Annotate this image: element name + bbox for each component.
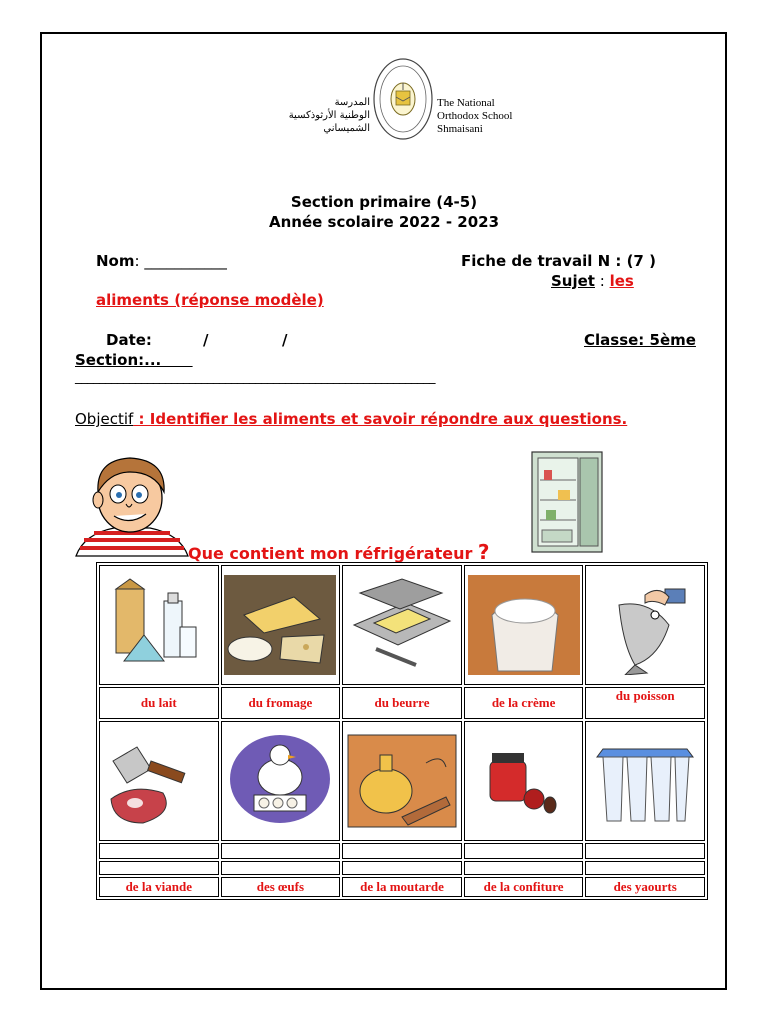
fridge-illustration	[528, 450, 606, 556]
food-label-butter: du beurre	[342, 687, 462, 719]
worksheet-number: Fiche de travail N : (7 )	[461, 252, 656, 270]
food-image-cell	[464, 721, 584, 841]
blank-cell	[585, 861, 705, 875]
school-name-en-line2: Orthodox School	[437, 110, 513, 122]
jam-icon	[468, 733, 580, 829]
food-label-cheese: du fromage	[221, 687, 341, 719]
food-image-row-2	[99, 721, 705, 841]
nom-blank: : ___________	[134, 252, 227, 270]
food-image-cell	[342, 565, 462, 685]
objective-label: Objectif	[75, 410, 134, 428]
school-name-ar-line3: الشميساني	[323, 123, 370, 134]
food-image-cell	[464, 565, 584, 685]
cream-icon	[468, 575, 580, 675]
blank-cell	[464, 843, 584, 859]
food-label-cream: de la crème	[464, 687, 584, 719]
question-mark: ?	[477, 540, 490, 564]
blank-cell	[221, 861, 341, 875]
eggs-icon	[224, 733, 336, 829]
food-table	[96, 562, 708, 900]
date-slash-1: /	[203, 331, 209, 349]
school-name-english	[437, 97, 512, 136]
school-name-ar-line2: الوطنية الأرثوذكسية	[288, 110, 370, 121]
food-label-row-2	[99, 877, 705, 897]
subject-value-part2: aliments (réponse modèle)	[96, 291, 324, 309]
objective-text: : Identifier les aliments et savoir répondre aux questions.	[133, 410, 628, 428]
food-image-cell	[342, 721, 462, 841]
subject-separator: :	[594, 272, 610, 290]
boy-illustration	[74, 452, 190, 558]
food-image-row-1	[99, 565, 705, 685]
food-image-cell	[99, 565, 219, 685]
yogurt-icon	[589, 733, 701, 829]
blank-row-2	[99, 861, 705, 875]
school-name-en-line3: Shmaisani	[437, 123, 483, 135]
objective-line	[75, 410, 627, 428]
cheese-icon	[224, 575, 336, 675]
blank-row-1	[99, 843, 705, 859]
fridge-question-text: Que contient mon réfrigérateur	[188, 544, 478, 563]
subject-line	[551, 272, 634, 290]
food-image-cell	[221, 721, 341, 841]
fish-icon	[589, 575, 701, 675]
fridge-question	[188, 540, 490, 564]
blank-cell	[585, 843, 705, 859]
food-label-eggs: des œufs	[221, 877, 341, 897]
blank-cell	[99, 861, 219, 875]
butter-icon	[346, 575, 458, 675]
mustard-icon	[346, 733, 458, 829]
blank-cell	[464, 861, 584, 875]
food-label-fish: du poisson	[585, 687, 705, 719]
school-name-ar-line1: المدرسة	[334, 97, 370, 108]
food-label-row-1	[99, 687, 705, 719]
food-image-cell	[221, 565, 341, 685]
blank-cell	[342, 843, 462, 859]
date-slash-2: /	[282, 331, 288, 349]
date-label: Date:	[106, 331, 152, 349]
food-image-cell	[585, 721, 705, 841]
section-title: Section primaire (4-5)	[290, 193, 478, 211]
blank-cell	[99, 843, 219, 859]
separator-rule: ____________________________________________________________	[75, 370, 435, 385]
school-name-arabic	[288, 96, 370, 135]
section-field: Section:...	[75, 351, 193, 369]
food-label-mustard: de la moutarde	[342, 877, 462, 897]
school-year-title: Année scolaire 2022 - 2023	[268, 213, 500, 231]
nom-label: Nom	[96, 252, 135, 270]
blank-cell	[342, 861, 462, 875]
food-image-cell	[99, 721, 219, 841]
subject-label: Sujet	[551, 272, 595, 290]
food-label-jam: de la confiture	[464, 877, 584, 897]
milk-icon	[104, 575, 214, 675]
food-label-meat: de la viande	[99, 877, 219, 897]
food-label-yogurt: des yaourts	[585, 877, 705, 897]
school-name-en-line1: The National	[437, 97, 495, 109]
subject-value-part1: les	[609, 272, 634, 290]
blank-cell	[221, 843, 341, 859]
class-level: Classe: 5ème	[584, 331, 696, 349]
meat-icon	[103, 733, 215, 829]
food-label-milk: du lait	[99, 687, 219, 719]
food-image-cell	[585, 565, 705, 685]
nom-field	[96, 252, 227, 270]
school-seal-logo	[372, 57, 434, 141]
